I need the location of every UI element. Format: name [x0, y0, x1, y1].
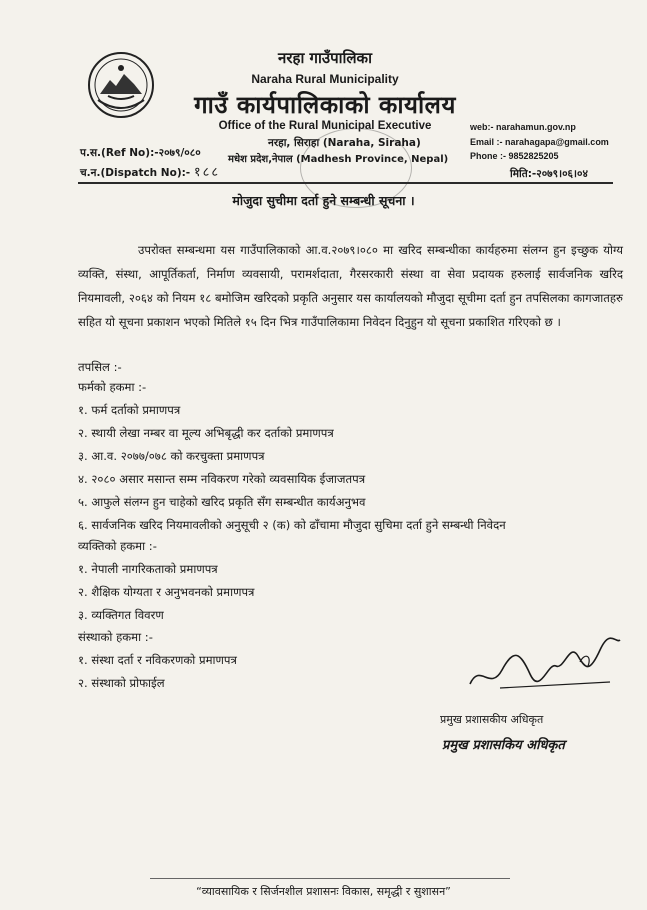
email-address: Email :- narahagapa@gmail.com [470, 137, 609, 147]
office-name-english: Office of the Rural Municipal Executive [218, 120, 432, 132]
phone-number: Phone :- 9852825205 [470, 151, 559, 161]
dispatch-label: च.न.(Dispatch No):- [80, 167, 191, 179]
notice-body-paragraph: उपरोक्त सम्बन्धमा यस गाउँपालिकाको आ.व.२०७९।०८० मा खरिद सम्बन्धीका कार्यहरुमा संलग्न हुन इच्छुक योग्य व्यक्ति, संस्था, आपूर्तिकर्ता, निर्माण व्यवसायी, परामर्शदाता, गैरसरकारी संस्था वा सेवा प्रदायक हरुलाई सार्वजनिक खरिद नियमावली, २०६४ को नियम १८ बमोजिम खरिदको प्रकृति अनुसार यस कार्यालयको मौजुदा सूचीमा दर्ता हुन तपसिलका कागजातहरु सहित यो सूचना प्रकाशन भएको मितिले १५ दिन भित्र गाउँपालिकामा निवेदन दिनुहुन यो सूचना प्रकाशित गरिएको छ । [78, 243, 623, 329]
address-line-2: मधेश प्रदेश,नेपाल (Madhesh Province, Nepal) [228, 154, 449, 165]
web-address: web:- narahamun.gov.np [470, 122, 576, 132]
firm-item: ३. आ.व. २०७७/०७८ को करचुक्ता प्रमाणपत्र [78, 449, 265, 463]
firm-item: ४. २०८० असार मसान्त सम्म नविकरण गरेको व्यवसायिक ईजाजतपत्र [78, 472, 366, 486]
firm-item: ६. सार्वजनिक खरिद नियमावलीको अनुसूची २ (क) को ढाँचामा मौजुदा सुचिमा दर्ता हुने सम्बन्धी निवेदन [78, 518, 506, 532]
firm-item: ५. आफुले संलग्न हुन चाहेको खरिद प्रकृति सँग सम्बन्धीत कार्यअनुभव [78, 495, 366, 509]
nepal-emblem-logo [86, 50, 156, 120]
org-item: २. संस्थाको प्रोफाईल [78, 676, 165, 690]
person-item: १. नेपाली नागरिकताको प्रमाणपत्र [78, 562, 218, 576]
signature-mark [460, 622, 630, 702]
address-line-1: नरहा, सिराहा (Naraha, Siraha) [268, 137, 421, 149]
org-heading: संस्थाको हकमा :- [78, 630, 153, 644]
office-name-nepali: गाउँ कार्यपालिकाको कार्यालय [194, 91, 456, 119]
org-item: १. संस्था दर्ता र नविकरणको प्रमाणपत्र [78, 653, 237, 667]
firm-heading: फर्मको हकमा :- [78, 380, 147, 394]
firm-item: १. फर्म दर्ताको प्रमाणपत्र [78, 403, 181, 417]
dispatch-number [80, 162, 220, 180]
footer-divider [150, 878, 510, 879]
dispatch-value: १८८ [193, 165, 221, 180]
signatory-title: प्रमुख प्रशासकीय अधिकृत [440, 713, 544, 726]
person-item: २. शैक्षिक योग्यता र अनुभवनको प्रमाणपत्र [78, 585, 255, 599]
tapsil-heading: तपसिल :- [78, 360, 122, 374]
header-divider [78, 182, 613, 184]
ref-number: प.स.(Ref No):-२०७९/०८० [80, 147, 201, 159]
footer-slogan: “व्यावसायिक र सिर्जनशील प्रशासनः विकास, समृद्धी र सुशासन” [196, 885, 451, 898]
signatory-stamp-text: प्रमुख प्रशासकिय अधिकृत [442, 738, 565, 753]
firm-item: २. स्थायी लेखा नम्बर वा मूल्य अभिबृद्धी कर दर्ताको प्रमाणपत्र [78, 426, 334, 440]
municipality-name-english: Naraha Rural Municipality [251, 72, 399, 86]
person-heading: व्यक्तिको हकमा :- [78, 539, 157, 553]
notice-subject: मोजुदा सुचीमा दर्ता हुने सम्बन्धी सूचना । [232, 193, 415, 208]
municipality-name-nepali: नरहा गाउँपालिका [278, 49, 372, 67]
person-item: ३. व्यक्तिगत विवरण [78, 608, 164, 622]
notice-date: मिति:-२०७९।०६।०४ [510, 168, 588, 180]
